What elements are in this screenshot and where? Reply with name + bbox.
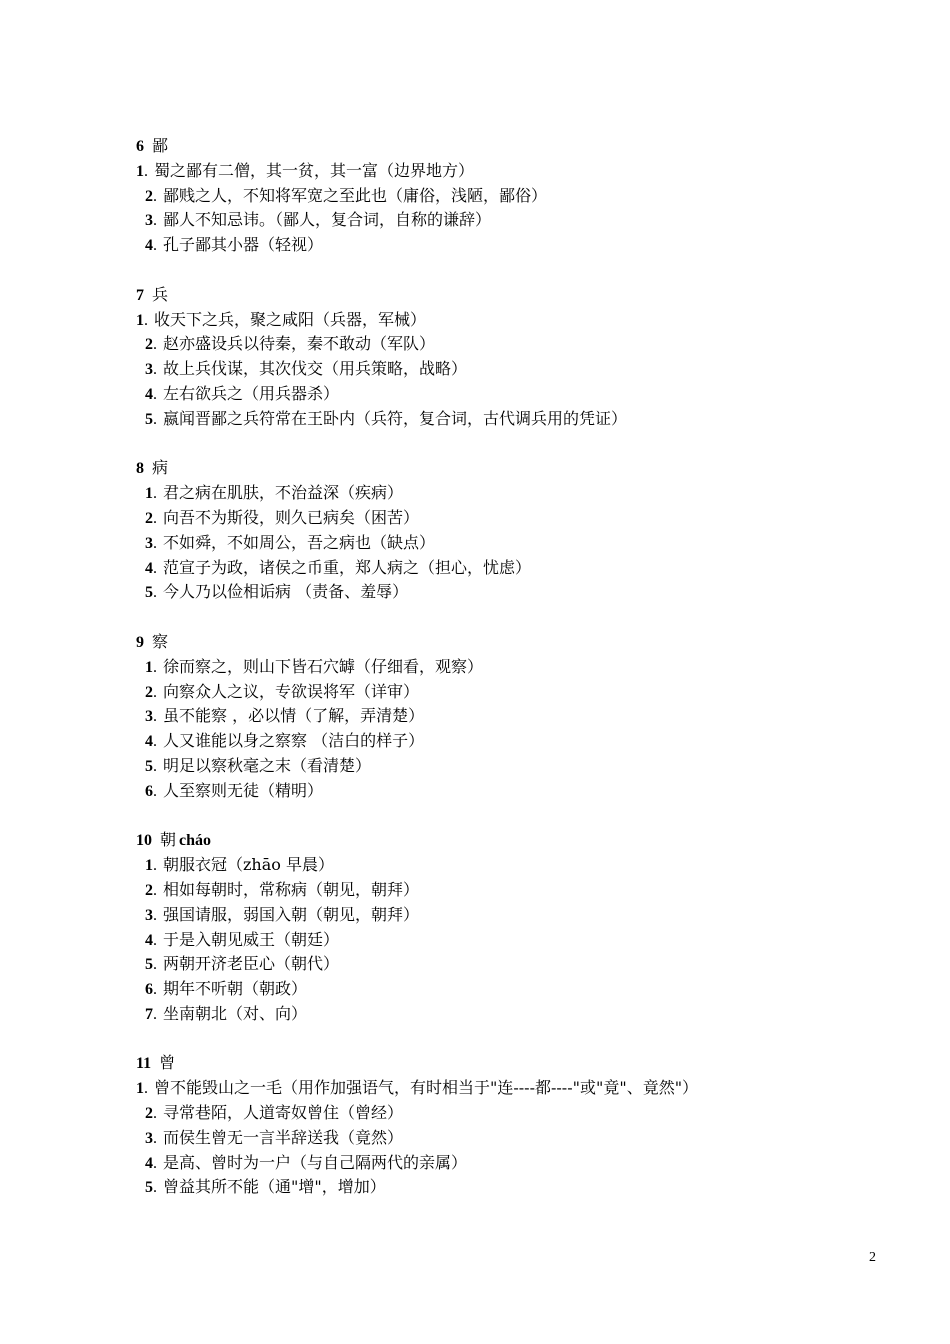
item-text: 君之病在肌肤，不治益深（疾病）: [163, 483, 404, 503]
item-text: 向吾不为斯役，则久已病矣（困苦）: [163, 507, 420, 527]
document-body: [136, 134, 896, 1225]
section-number: 8: [136, 460, 144, 478]
item-text: 曾益其所不能（通"增"，增加）: [163, 1177, 386, 1197]
definition-item: [136, 308, 896, 333]
headword: 兵: [152, 284, 169, 304]
item-number: 5 .: [145, 953, 157, 978]
entry-section: [136, 134, 896, 258]
item-number: 1 .: [136, 309, 148, 334]
definition-item: [136, 704, 896, 729]
item-number: 3 .: [145, 1127, 157, 1152]
item-text: 虽不能察 ，必以情（了解，弄清楚）: [163, 706, 425, 726]
entry-section: [136, 283, 896, 432]
definition-item: [136, 580, 896, 605]
section-number: 11: [136, 1055, 152, 1073]
definition-item: [136, 1126, 896, 1151]
item-number: 5 .: [145, 408, 157, 433]
definition-item: [136, 853, 896, 878]
entry-section: [136, 630, 896, 804]
item-number: 4 .: [145, 234, 157, 259]
item-text: 明足以察秋毫之末（看清楚）: [163, 755, 372, 775]
headword: 朝: [160, 830, 177, 850]
definition-item: [136, 878, 896, 903]
item-text: 向察众人之议，专欲误将军（详审）: [163, 681, 420, 701]
section-heading: [136, 1051, 896, 1076]
definition-item: [136, 407, 896, 432]
item-text: 鄙人不知忌讳。（鄙人，复合词，自称的谦辞）: [163, 210, 492, 230]
definition-item: [136, 382, 896, 407]
item-number: 4 .: [145, 557, 157, 582]
item-text: 故上兵伐谋，其次伐交（用兵策略，战略）: [163, 359, 468, 379]
item-number: 3 .: [145, 209, 157, 234]
section-heading: [136, 283, 896, 308]
section-number: 9: [136, 633, 144, 651]
definition-item: [136, 1175, 896, 1200]
item-number: 1 .: [136, 1077, 148, 1102]
item-text: 蜀之鄙有二僧，其一贫，其一富（边界地方）: [154, 160, 475, 180]
definition-item: [136, 1151, 896, 1176]
definition-item: [136, 754, 896, 779]
item-number: 5 .: [145, 581, 157, 606]
definition-item: [136, 1076, 896, 1101]
item-text: 不如舜，不如周公，吾之病也（缺点）: [163, 532, 436, 552]
item-text: 相如每朝时，常称病（朝见，朝拜）: [163, 879, 420, 899]
section-number: 7: [136, 286, 144, 304]
item-number: 4 .: [145, 929, 157, 954]
definition-item: [136, 729, 896, 754]
definition-item: [136, 1101, 896, 1126]
section-number: 6: [136, 138, 144, 155]
definition-item: [136, 531, 896, 556]
item-number: 1 .: [145, 854, 157, 879]
item-number: 5 .: [145, 755, 157, 780]
item-text: 人又谁能以身之察察 （洁白的样子）: [163, 731, 425, 751]
item-number: 4 .: [145, 730, 157, 755]
item-number: 6 .: [145, 978, 157, 1003]
item-text: 而侯生曾无一言半辞送我（竟然）: [163, 1127, 404, 1147]
definition-item: [136, 184, 896, 209]
definition-item: [136, 556, 896, 581]
definition-item: [136, 159, 896, 184]
item-number: 3 .: [145, 904, 157, 929]
section-number: 10: [136, 832, 152, 850]
definition-item: [136, 208, 896, 233]
item-text: 今人乃以俭相诟病 （责备、羞辱）: [163, 582, 409, 602]
definition-item: [136, 357, 896, 382]
item-text: 期年不听朝（朝政）: [163, 979, 308, 999]
entry-section: [136, 456, 896, 605]
item-number: 2 .: [145, 1102, 157, 1127]
item-text: 是高、曾时为一户（与自己隔两代的亲属）: [163, 1152, 468, 1172]
definition-item: [136, 481, 896, 506]
section-heading: [136, 456, 896, 481]
item-number: 1 .: [145, 482, 157, 507]
item-text: 坐南朝北（对、向）: [163, 1003, 308, 1023]
entry-section: [136, 1051, 896, 1200]
definition-item: [136, 655, 896, 680]
item-number: 4 .: [145, 1152, 157, 1177]
item-text: 收天下之兵，聚之咸阳（兵器，军械）: [154, 309, 427, 329]
item-text: 两朝开济老臣心（朝代）: [163, 954, 340, 974]
section-heading: [136, 134, 896, 159]
section-heading: [136, 828, 896, 853]
item-number: 1 .: [136, 160, 148, 185]
headword: 察: [152, 631, 169, 651]
item-text: 人至察则无徒（精明）: [163, 780, 324, 800]
item-text: 朝服衣冠（zhāo 早晨）: [163, 855, 334, 875]
item-number: 2 .: [145, 185, 157, 210]
item-number: 2 .: [145, 879, 157, 904]
section-heading: [136, 630, 896, 655]
definition-item: [136, 680, 896, 705]
item-number: 2 .: [145, 507, 157, 532]
item-text: 范宣子为政，诸侯之币重，郑人病之（担心，忧虑）: [163, 557, 532, 577]
item-text: 左右欲兵之（用兵器杀）: [163, 383, 340, 403]
definition-item: [136, 903, 896, 928]
item-number: 3 .: [145, 705, 157, 730]
definition-item: [136, 1002, 896, 1027]
item-number: 4 .: [145, 383, 157, 408]
definition-item: [136, 332, 896, 357]
headword: 鄙: [152, 136, 169, 155]
pinyin: cháo: [179, 832, 212, 850]
definition-item: [136, 506, 896, 531]
item-number: 6 .: [145, 780, 157, 805]
item-text: 徐而察之，则山下皆石穴罅（仔细看，观察）: [163, 656, 484, 676]
item-number: 1 .: [145, 656, 157, 681]
definition-item: [136, 928, 896, 953]
item-text: 强国请服，弱国入朝（朝见，朝拜）: [163, 904, 420, 924]
definition-item: [136, 779, 896, 804]
item-text: 曾不能毁山之一毛（用作加强语气，有时相当于"连----都----"或"竟"、竟然"）: [154, 1078, 699, 1098]
page-number: 2: [869, 1250, 876, 1265]
definition-item: [136, 952, 896, 977]
definition-item: [136, 233, 896, 258]
item-number: 2 .: [145, 681, 157, 706]
item-number: 3 .: [145, 358, 157, 383]
headword: 曾: [159, 1053, 176, 1073]
headword: 病: [152, 458, 169, 478]
item-number: 5 .: [145, 1176, 157, 1201]
item-text: 孔子鄙其小器（轻视）: [163, 235, 324, 255]
entry-section: [136, 828, 896, 1026]
item-number: 3 .: [145, 532, 157, 557]
item-text: 寻常巷陌，人道寄奴曾住（曾经）: [163, 1103, 404, 1123]
definition-item: [136, 977, 896, 1002]
item-text: 于是入朝见威王（朝廷）: [163, 929, 340, 949]
item-number: 2 .: [145, 333, 157, 358]
item-text: 赵亦盛设兵以待秦，秦不敢动（军队）: [163, 334, 436, 354]
item-text: 鄙贱之人，不知将军宽之至此也（庸俗，浅陋，鄙俗）: [163, 185, 548, 205]
item-number: 7 .: [145, 1003, 157, 1028]
item-text: 嬴闻晋鄙之兵符常在王卧内（兵符，复合词，古代调兵用的凭证）: [163, 408, 628, 428]
